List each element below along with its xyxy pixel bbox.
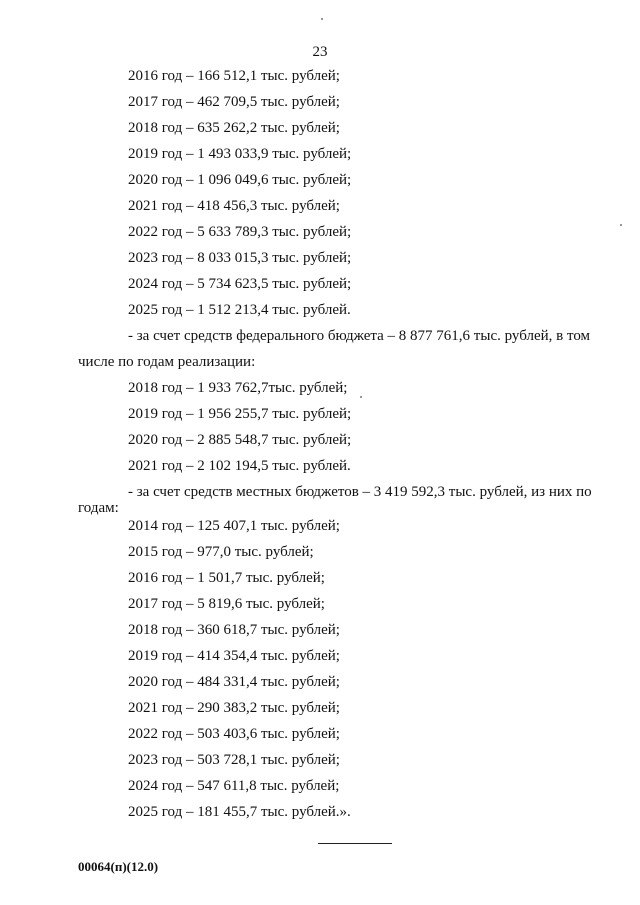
list-c-item: 2020 год – 484 331,4 тыс. рублей;	[128, 674, 340, 690]
list-c-item: 2018 год – 360 618,7 тыс. рублей;	[128, 622, 340, 638]
list-a-item: 2019 год – 1 493 033,9 тыс. рублей;	[128, 146, 352, 162]
list-a-item: 2025 год – 1 512 213,4 тыс. рублей.	[128, 302, 351, 318]
list-c-item: 2021 год – 290 383,2 тыс. рублей;	[128, 700, 340, 716]
list-c-item: 2025 год – 181 455,7 тыс. рублей.».	[128, 804, 351, 820]
list-a-item: 2022 год – 5 633 789,3 тыс. рублей;	[128, 224, 352, 240]
list-c-item: 2024 год – 547 611,8 тыс. рублей;	[128, 778, 340, 794]
local-budget-paragraph-line1: - за счет средств местных бюджетов – 3 419 592,3 тыс. рублей, из них по	[128, 484, 592, 500]
scan-speck	[620, 224, 622, 226]
list-c-item: 2016 год – 1 501,7 тыс. рублей;	[128, 570, 325, 586]
list-a-item: 2021 год – 418 456,3 тыс. рублей;	[128, 198, 340, 214]
list-c-item: 2023 год – 503 728,1 тыс. рублей;	[128, 752, 340, 768]
scan-speck	[321, 18, 323, 20]
local-budget-paragraph-line2: годам:	[78, 500, 119, 516]
list-a-item: 2017 год – 462 709,5 тыс. рублей;	[128, 94, 340, 110]
list-a-item: 2020 год – 1 096 049,6 тыс. рублей;	[128, 172, 352, 188]
list-a-item: 2018 год – 635 262,2 тыс. рублей;	[128, 120, 340, 136]
list-b-item: 2018 год – 1 933 762,7тыс. рублей;	[128, 380, 348, 396]
document-code: 00064(п)(12.0)	[78, 859, 159, 874]
list-c-item: 2017 год – 5 819,6 тыс. рублей;	[128, 596, 325, 612]
list-b-item: 2020 год – 2 885 548,7 тыс. рублей;	[128, 432, 352, 448]
list-c-item: 2022 год – 503 403,6 тыс. рублей;	[128, 726, 340, 742]
list-b-item: 2021 год – 2 102 194,5 тыс. рублей.	[128, 458, 351, 474]
list-c-item: 2014 год – 125 407,1 тыс. рублей;	[128, 518, 340, 534]
list-b-item: 2019 год – 1 956 255,7 тыс. рублей;	[128, 406, 352, 422]
end-separator-line	[318, 843, 392, 844]
list-a-item: 2023 год – 8 033 015,3 тыс. рублей;	[128, 250, 352, 266]
federal-budget-paragraph-line2: числе по годам реализации:	[78, 354, 256, 370]
list-a-item: 2016 год – 166 512,1 тыс. рублей;	[128, 68, 340, 84]
list-c-item: 2015 год – 977,0 тыс. рублей;	[128, 544, 314, 560]
page-number: 23	[312, 44, 328, 60]
list-a-item: 2024 год – 5 734 623,5 тыс. рублей;	[128, 276, 352, 292]
scan-speck	[360, 396, 362, 398]
federal-budget-paragraph-line1: - за счет средств федерального бюджета – 8 877 761,6 тыс. рублей, в том	[128, 328, 591, 344]
list-c-item: 2019 год – 414 354,4 тыс. рублей;	[128, 648, 340, 664]
